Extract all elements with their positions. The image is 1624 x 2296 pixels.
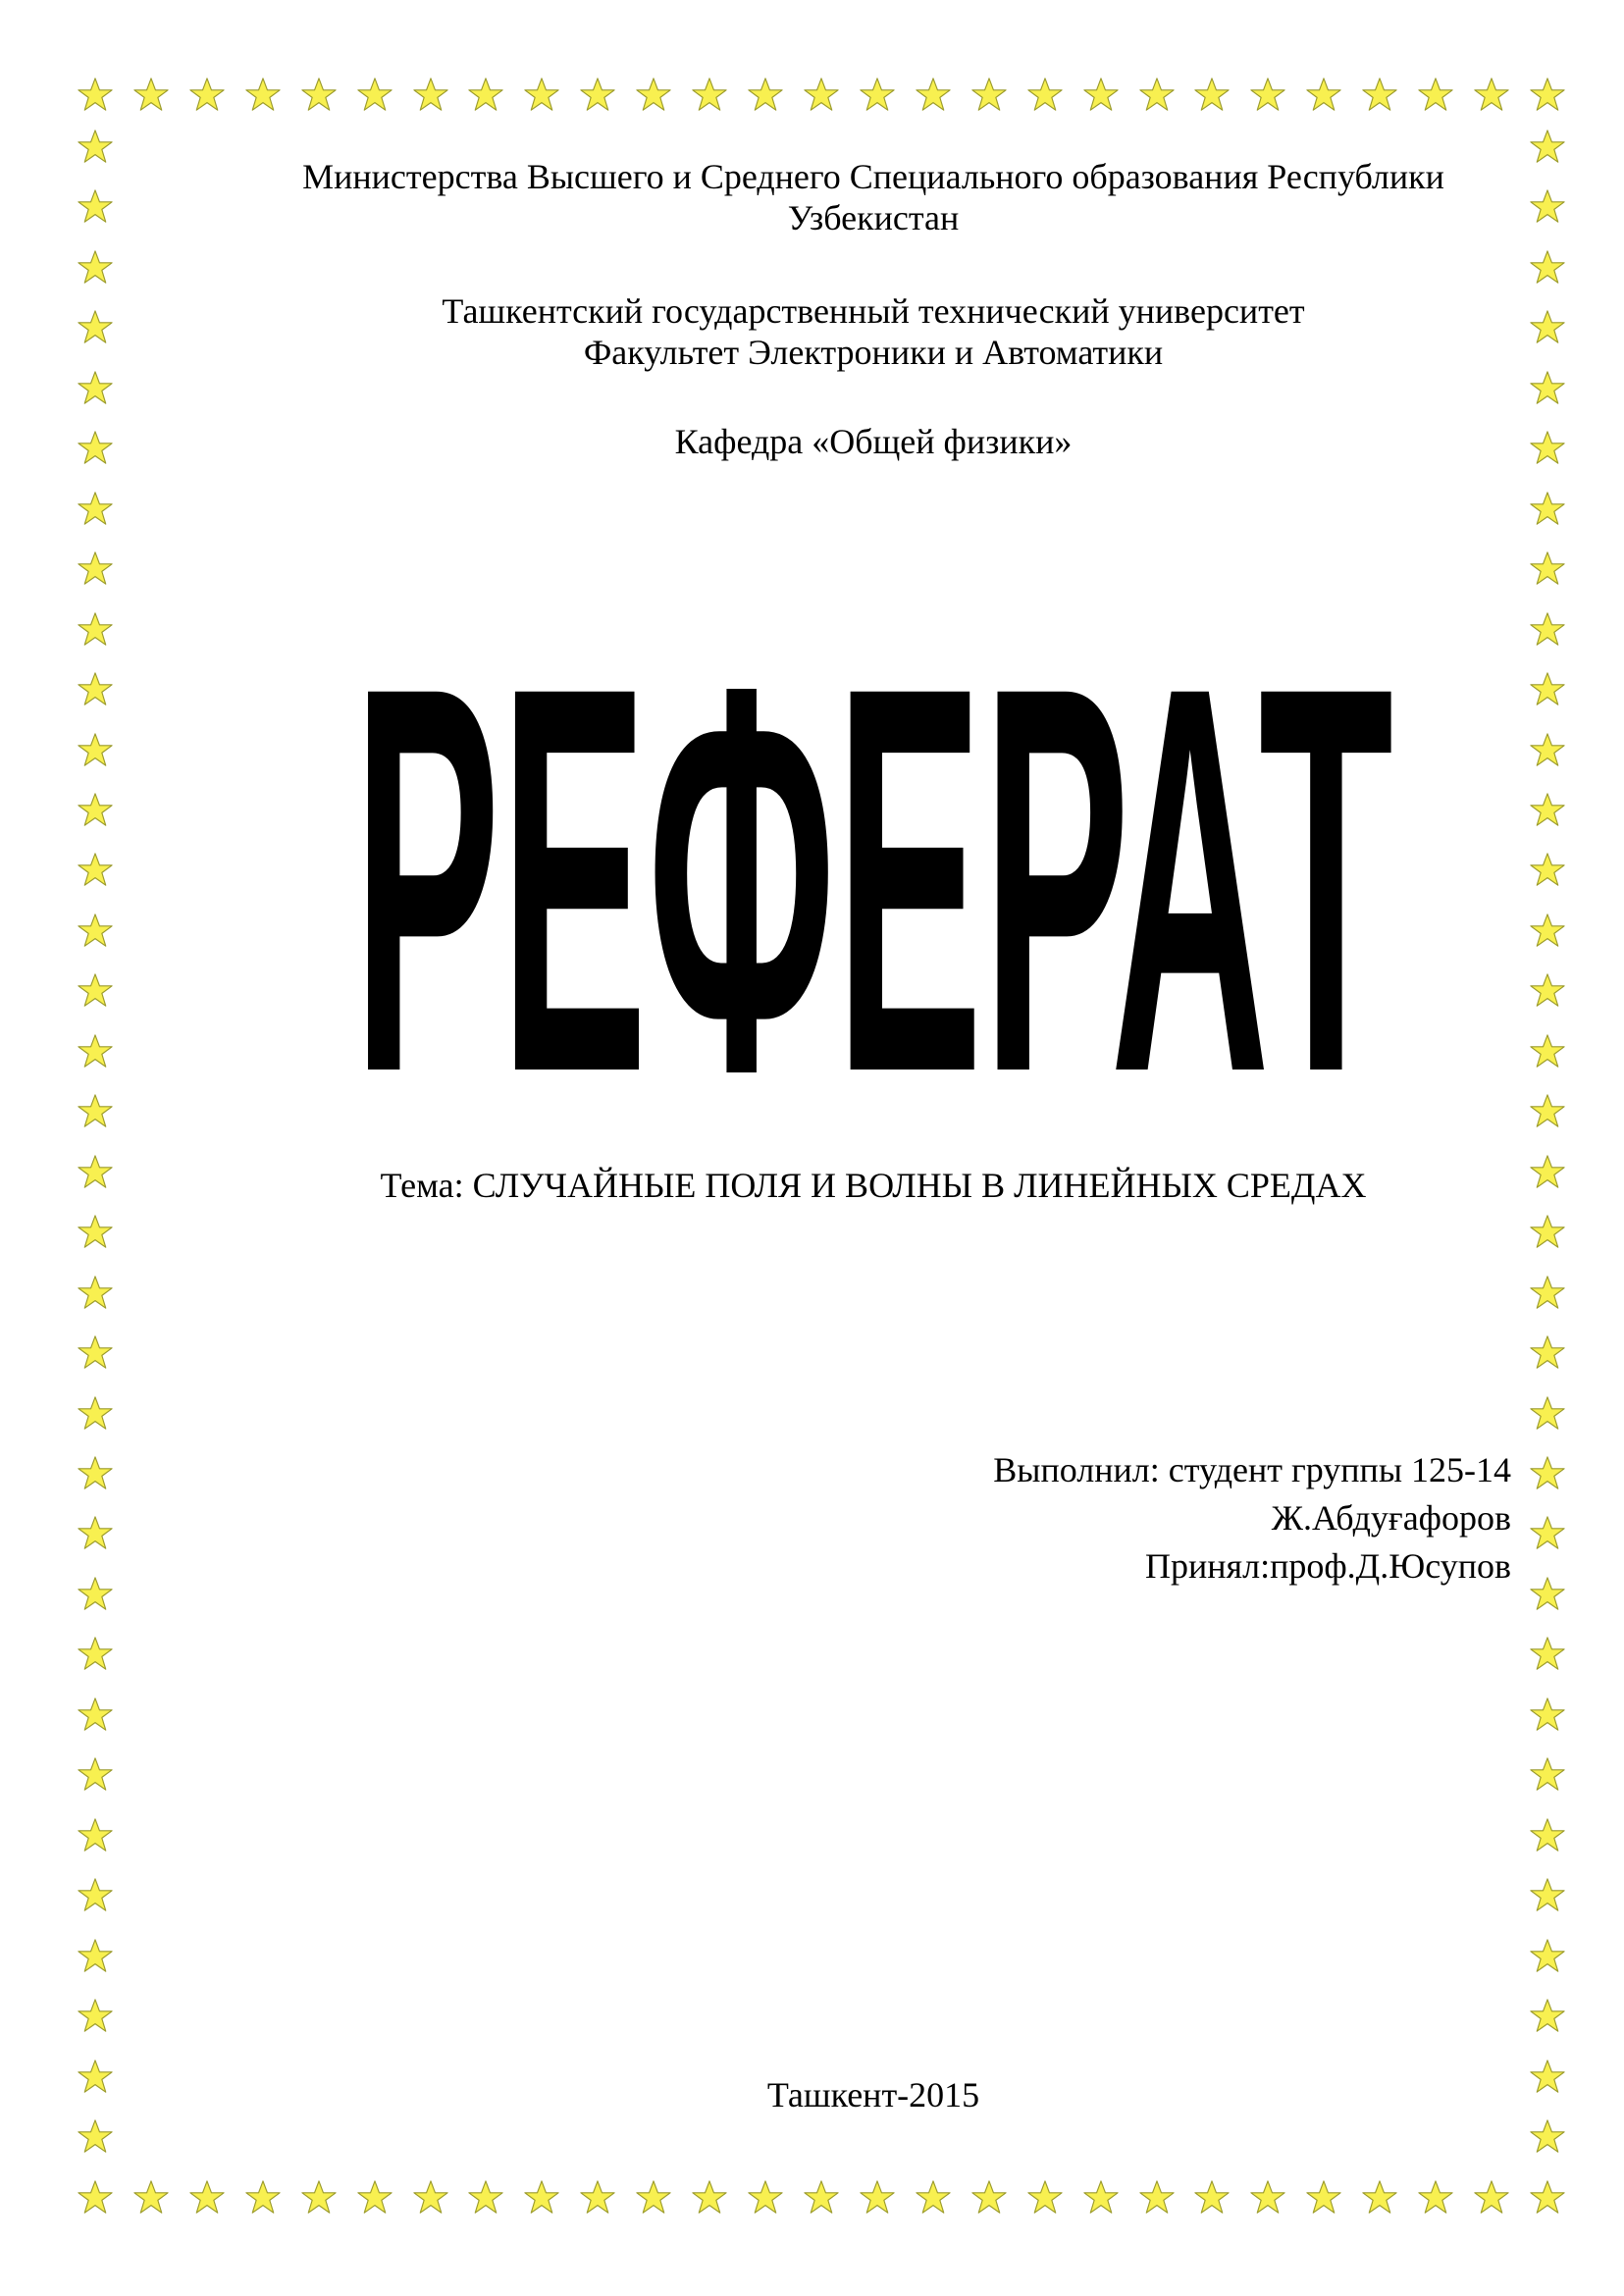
accepted-by-line: Принял:проф.Д.Юсупов: [1145, 1546, 1511, 1586]
title-art-text: РЕФЕРАТ: [353, 579, 1393, 1109]
department-name: Кафедра «Общей физики»: [674, 422, 1073, 461]
student-name: Ж.Абдуғафоров: [1271, 1498, 1511, 1538]
city-year: Ташкент-2015: [766, 2075, 980, 2114]
title-art-wordart: [324, 579, 1423, 1109]
ministry-line-2: Узбекистан: [787, 198, 960, 237]
topic-line: Тема: СЛУЧАЙНЫЕ ПОЛЯ И ВОЛНЫ В ЛИНЕЙНЫХ СРЕДАХ: [380, 1166, 1367, 1205]
university-name: Ташкентский государственный технический университет: [442, 291, 1305, 331]
faculty-name: Факультет Электроники и Автоматики: [583, 333, 1164, 372]
ministry-line-1: Министерства Высшего и Среднего Специального образования Республики: [302, 157, 1444, 196]
performed-by-line: Выполнил: студент группы 125-14: [993, 1450, 1511, 1489]
